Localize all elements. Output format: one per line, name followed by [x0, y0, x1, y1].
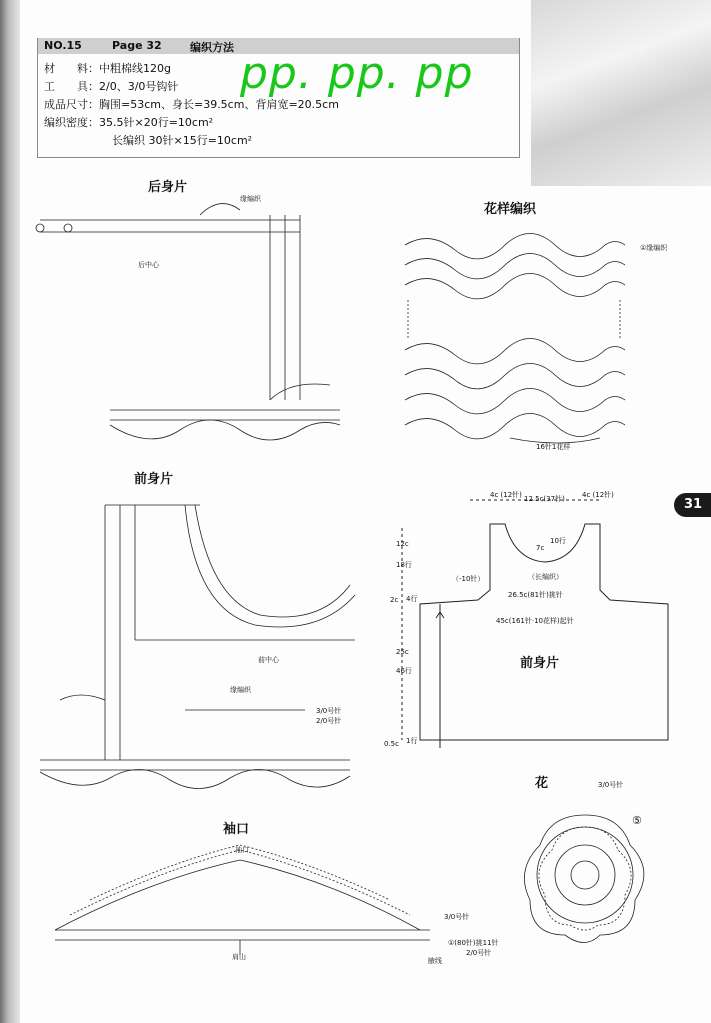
front-hook-large: 2/0号针 [316, 717, 342, 725]
sch-neck-rows: 10行 [550, 537, 566, 545]
pattern-chart [405, 234, 625, 444]
issue-number: NO.15 [44, 39, 82, 52]
sch-top-mid: 12.5c(37针) [524, 495, 565, 503]
back-chart [36, 204, 340, 440]
sch-left-46: 46行 [396, 667, 412, 675]
sch-neck-depth: 7c [536, 544, 545, 552]
front-center-label: 前中心 [258, 656, 279, 664]
spec-materials: 材 料：中粗棉线120g [44, 62, 171, 75]
sch-width-base: 45c(161针·10花样)起针 [496, 617, 574, 625]
pattern-title: 花样编织 [484, 202, 537, 217]
sleeve-title: 袖口 [223, 822, 250, 837]
spec-gauge-long: 长编织 30针×15行=10cm² [112, 134, 253, 147]
sleeve-bottom-label: 肩山 [232, 953, 246, 961]
sleeve-pickup: ①(80针)挑11针 [448, 939, 499, 947]
sch-minus10: （-10针） [452, 575, 485, 583]
pattern-row1-label: ①缘编织 [640, 244, 668, 252]
sch-top-right: 4c (12针) [582, 491, 614, 499]
sleeve-chart [55, 845, 430, 955]
sch-width-mid: 26.5c(81针)挑针 [508, 591, 563, 599]
sch-left-25c: 25c [396, 648, 409, 656]
sch-left-12c: 12c [396, 540, 409, 548]
spec-size: 成品尺寸：胸围=53cm、身长=39.5cm、背肩宽=20.5cm [44, 98, 339, 111]
spec-gauge: 编织密度：35.5针×20行=10cm² [44, 116, 214, 129]
sch-long-stitch: （长编织） [528, 573, 563, 581]
back-title: 后身片 [148, 180, 188, 195]
front-hook-small: 3/0号针 [316, 707, 342, 715]
front-schematic [402, 500, 668, 748]
flower-title: 花 [535, 776, 549, 791]
page-ref: Page 32 [112, 39, 162, 52]
sch-left-2c: 2c [390, 596, 399, 604]
section-title: 编织方法 [190, 41, 234, 54]
sch-left-18: 18行 [396, 561, 412, 569]
sch-left-1: 1行 [406, 737, 418, 745]
sleeve-side-label: 腋线 [428, 957, 442, 965]
sleeve-top-label: 袖口 [235, 846, 249, 854]
sch-left-05: 0.5c [384, 740, 399, 748]
flower-chart [524, 815, 644, 943]
flower-hook: 3/0号针 [598, 781, 624, 789]
sleeve-hook-a: 3/0号针 [444, 913, 470, 921]
spec-tools: 工 具：2/0、3/0号钩针 [44, 80, 179, 93]
pattern-repeat-label: 16针1花样 [536, 443, 571, 451]
front-edge-label: 缘编织 [230, 686, 251, 694]
front-title: 前身片 [134, 472, 174, 487]
back-center-label: 后中心 [138, 261, 159, 269]
flower-round: ⑤ [632, 814, 642, 827]
sch-top-left: 4c (12针) [490, 491, 522, 499]
front-chart [40, 505, 355, 789]
watermark-text: pp. pp. pp [240, 48, 474, 99]
sleeve-hook-b: 2/0号针 [466, 949, 492, 957]
page-number: 31 [684, 497, 703, 512]
back-edge-label: 缘编织 [240, 195, 261, 203]
sch-left-4: 4行 [406, 595, 418, 603]
sch-label: 前身片 [520, 656, 560, 671]
